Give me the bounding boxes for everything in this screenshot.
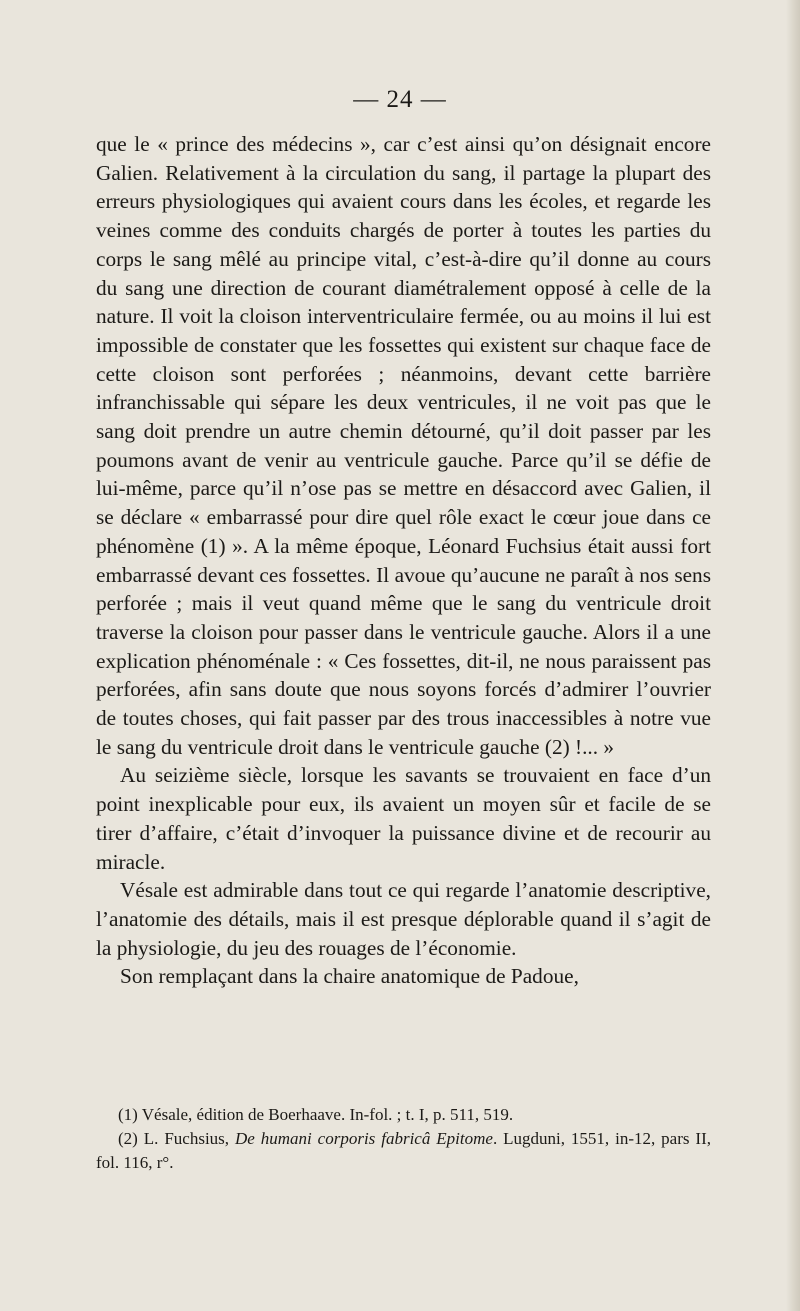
footnote-2-suffix: . Lugduni, 1551, in-12, pars II, fol. 116, r°. [96, 1129, 712, 1172]
page-number: — 24 — [353, 86, 447, 113]
body-text [96, 130, 711, 991]
page-edge-shadow [786, 0, 800, 1311]
footnote-1: (1) Vésale, édition de Boerhaave. In-fol. ; t. I, p. 511, 519. [118, 1105, 514, 1124]
paragraph-2: Au seizième siècle, lorsque les savants se trouvaient en face d’un point inexplicable pour eux, ils avaient un moyen sûr et facile de se tirer d’affaire, c’était d’invoquer la puissance divine et de recourir au miracle. [96, 763, 711, 874]
footnotes [96, 1103, 711, 1175]
paragraph-3: Vésale est admirable dans tout ce qui regarde l’anatomie descriptive, l’anatomie des détails, mais il est presque déplorable quand il s’agit de la physiologie, du jeu des rouages de l’économie. [96, 878, 711, 960]
footnote-2 [96, 1127, 711, 1175]
footnote-2-prefix: (2) L. Fuchsius, [118, 1129, 235, 1148]
footnote-2-title: De humani corporis fabricâ Epitome [234, 1129, 493, 1148]
paragraph-1: que le « prince des médecins », car c’est ainsi qu’on désignait encore Galien. Relativement à la circulation du sang, il partage la plupart des erreurs physiologiques qui avaient cours dans les écoles, et regarde les veines comme des conduits chargés de porter à toutes les parties du corps le sang mêlé au principe vital, c’est-à-dire qu’il donne au cours du sang une direction de courant diamétralement opposé à celle de la nature. Il voit la cloison interventriculaire fermée, ou au moins il lui est impossible de constater que les fossettes qui existent sur chaque face de cette cloison sont perforées ; néanmoins, devant cette barrière infranchissable qui sépare les deux ventricules, il ne voit pas que le sang doit prendre un autre chemin détourné, qu’il doit passer par les poumons avant de venir au ventricule gauche. Parce qu’il se défie de lui-même, parce qu’il n’ose pas se mettre en désaccord avec Galien, il se déclare « embarrassé pour dire quel rôle exact le cœur joue dans ce phénomène (1) ». A la même époque, Léonard Fuchsius était aussi fort embarrassé devant ces fossettes. Il avoue qu’aucune ne paraît à nos sens perforée ; mais il veut quand même que le sang du ventricule droit traverse la cloison pour passer dans le ventricule gauche. Alors il a une explication phénoménale : « Ces fossettes, dit-il, ne nous paraissent pas perforées, afin sans doute que nous soyons forcés d’admirer l’ouvrier de toutes choses, qui fait passer par des trous inaccessibles à notre vue le sang du ventricule droit dans le ventricule gauche (2) !... » [96, 132, 711, 759]
paragraph-4: Son remplaçant dans la chaire anatomique de Padoue, [120, 964, 579, 989]
